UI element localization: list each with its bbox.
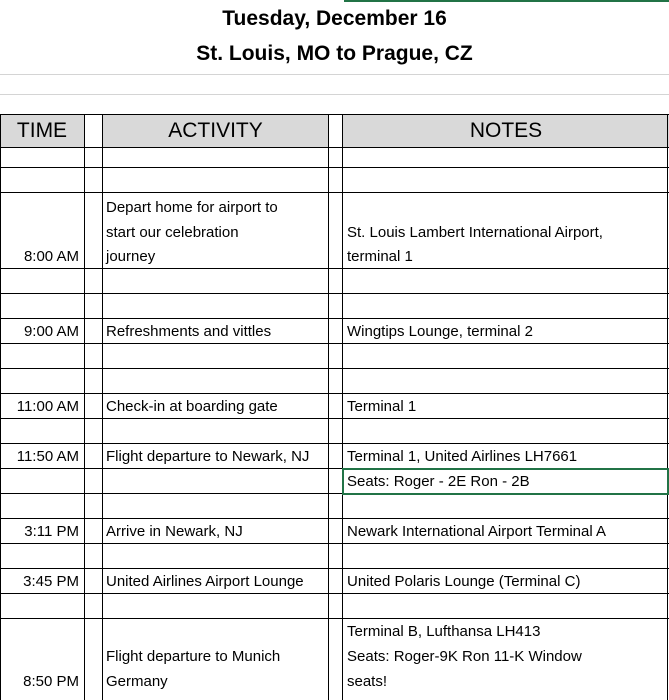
time-cell[interactable]: 11:00 AM [16, 398, 79, 415]
activity-cell-line[interactable]: Depart home for airport to [106, 199, 278, 216]
grid-line [0, 167, 669, 168]
notes-cell-line[interactable]: Seats: Roger - 2E Ron - 2B [347, 473, 530, 490]
header-activity: ACTIVITY [103, 115, 328, 147]
grid-line [0, 368, 669, 369]
notes-cell-line[interactable]: Wingtips Lounge, terminal 2 [347, 323, 533, 340]
grid-vline [667, 114, 668, 700]
header-time: TIME [0, 115, 84, 147]
grid-line [0, 147, 669, 148]
time-cell[interactable]: 3:11 PM [24, 523, 79, 540]
activity-cell-line[interactable]: United Airlines Airport Lounge [106, 573, 304, 590]
notes-cell-line[interactable]: St. Louis Lambert International Airport, [347, 224, 603, 241]
activity-cell-line[interactable]: Germany [106, 673, 168, 690]
notes-cell-line[interactable]: Terminal 1, United Airlines LH7661 [347, 448, 578, 465]
selection-edge [344, 0, 669, 2]
grid-line [0, 74, 669, 75]
activity-cell-line[interactable]: Flight departure to Munich [106, 648, 281, 665]
time-cell[interactable]: 8:00 AM [23, 248, 79, 265]
activity-cell-line[interactable]: Refreshments and vittles [106, 323, 272, 340]
time-cell[interactable]: 9:00 AM [23, 323, 79, 340]
activity-cell-line[interactable]: start our celebration [106, 224, 239, 241]
grid-line [0, 94, 669, 95]
notes-cell-line[interactable]: terminal 1 [347, 248, 413, 265]
header-notes: NOTES [343, 115, 669, 147]
grid-vline [84, 114, 85, 700]
time-cell[interactable]: 8:50 PM [23, 673, 79, 690]
activity-cell-line[interactable]: Flight departure to Newark, NJ [106, 448, 310, 465]
grid-vline [342, 114, 343, 700]
itinerary-date-title: Tuesday, December 16 [222, 7, 447, 30]
notes-cell-line[interactable]: seats! [347, 673, 388, 690]
time-cell[interactable]: 3:45 PM [23, 573, 79, 590]
notes-cell-line[interactable]: United Polaris Lounge (Terminal C) [347, 573, 581, 590]
activity-cell-line[interactable]: Arrive in Newark, NJ [106, 523, 243, 540]
grid-line [0, 192, 669, 193]
time-cell[interactable]: 11:50 AM [16, 448, 79, 465]
grid-line [0, 293, 669, 294]
notes-cell-line[interactable]: Terminal 1 [347, 398, 417, 415]
itinerary-route-title: St. Louis, MO to Prague, CZ [196, 42, 473, 65]
notes-cell-line[interactable]: Newark International Airport Terminal A [347, 523, 607, 540]
activity-cell-line[interactable]: Check-in at boarding gate [106, 398, 278, 415]
grid-vline [102, 114, 103, 700]
notes-cell-line[interactable]: Terminal B, Lufthansa LH413 [347, 623, 541, 640]
notes-cell-line[interactable]: Seats: Roger-9K Ron 11-K Window [347, 648, 582, 665]
activity-cell-line[interactable]: journey [106, 248, 156, 265]
